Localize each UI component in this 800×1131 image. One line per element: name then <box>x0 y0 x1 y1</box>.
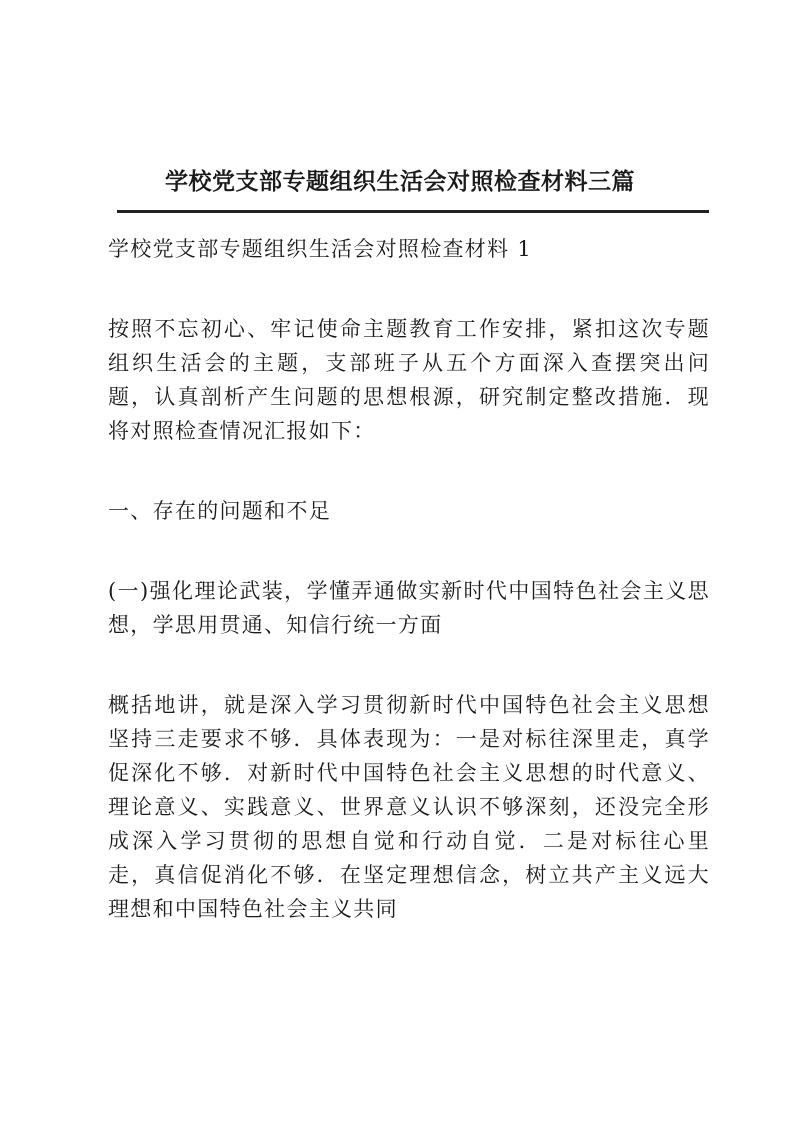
title-underline <box>117 210 709 213</box>
subsection-heading: (一)强化理论武装，学懂弄通做实新时代中国特色社会主义思想，学思用贯通、知信行统一方面 <box>108 579 710 637</box>
body-paragraph: 概括地讲，就是深入学习贯彻新时代中国特色社会主义思想坚持三走要求不够．具体表现为：一是对标往深里走，真学促深化不够．对新时代中国特色社会主义思想的时代意义、理论意义、实践意义、世界意义认识不够深刻，还没完全形成深入学习贯彻的思想自觉和行动自觉．二是对标往心里走，真信促消化不够．在坚定理想信念，树立共产主义远大理想和中国特色社会主义共同 <box>108 693 710 921</box>
document-body <box>108 232 710 926</box>
material-subtitle: 学校党支部专题组织生活会对照检查材料 1 <box>108 237 533 261</box>
document-title: 学校党支部专题组织生活会对照检查材料三篇 <box>165 169 635 195</box>
intro-paragraph: 按照不忘初心、牢记使命主题教育工作安排，紧扣这次专题组织生活会的主题，支部班子从五个方面深入查摆突出问题，认真剖析产生问题的思想根源，研究制定整改措施．现将对照检查情况汇报如下： <box>108 317 710 443</box>
section-heading: 一、存在的问题和不足 <box>108 499 331 523</box>
